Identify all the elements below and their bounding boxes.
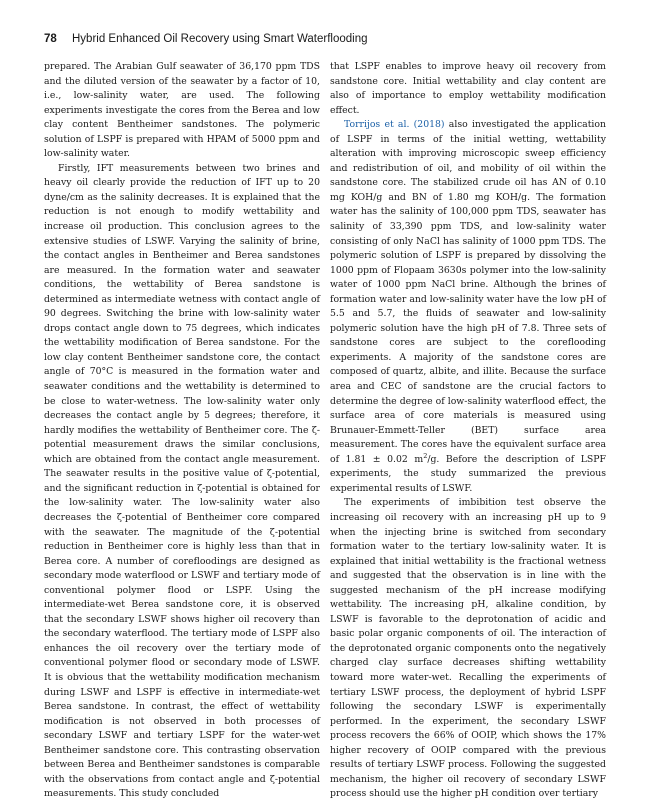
right-column — [330, 60, 606, 802]
superscript: 2 — [423, 451, 428, 460]
running-title: Hybrid Enhanced Oil Recovery using Smart Waterflooding — [72, 33, 368, 45]
paragraph: Firstly, IFT measurements between two brines and heavy oil clearly provide the reduction of IFT up to 20 dyne/cm as the salinity decreases. It is explained that the reduction is not enough to modify wettability and increase oil production. This conclusion agrees to the extensive studies of LSWF. Varying the salinity of brine, the contact angles in Bentheimer and Berea sandstones are measured. In the formation water and seawater conditions, the wettability of Berea sandstone is determined as intermediate wetness with contact angle of 90 degrees. Switching the brine with low-salinity water drops contact angle down to 75 degrees, which indicates the wettability modification of Berea sandstone. For the low clay content Bentheimer sandstone core, the contact angle of 70°C is measured in the formation water and seawater conditions and the wettability is determined to be close to water-wetness. The low-salinity water only decreases the contact angle by 5 degrees; therefore, it hardly modifies the wettability of Bentheimer core. The ζ-potential measurement draws the similar conclusions, which are obtained from the contact angle measurement. The seawater results in the positive value of ζ-potential, and the significant reduction in ζ-potential is obtained for the low-salinity water. The low-salinity water also decreases the ζ-potential of Bentheimer core compared with the seawater. The magnitude of the ζ-potential reduction in Bentheimer core is highly less than that in Berea core. A number of corefloodings are designed as secondary mode waterflood or LSWF and tertiary mode of conventional polymer flood or LSPF. Using the intermediate-wet Berea sandstone core, it is observed that the secondary LSWF shows higher oil recovery than the secondary waterflood. The tertiary mode of LSPF also enhances the oil recovery over the tertiary mode of conventional polymer flood or secondary mode of LSWF. It is obvious that the wettability modification mechanism during LSWF and LSPF is effective in intermediate-wet Berea sandstone. In contrast, the effect of wettability modification is not observed in both processes of secondary LSWF and tertiary LSPF for the water-wet Bentheimer sandstone core. This contrasting observation between Berea and Bentheimer sandstones is comparable with the observations from contact angle and ζ-potential measurements. This study concluded — [44, 162, 320, 800]
left-column — [44, 60, 320, 802]
paragraph: that LSPF enables to improve heavy oil recovery from sandstone core. Initial wettability and clay content are also of importance to employ wettability modification effect. — [330, 61, 606, 116]
paragraph: The experiments of imbibition test observe the increasing oil recovery with an increasing pH up to 9 when the injecting brine is switched from secondary formation water to the tertiary low-salinity water. It is explained that initial wettability is the fractional wetness and suggested that the observation is in line with the suggested mechanism of the pH increase modifying wettability. The increasing pH, alkaline condition, by LSWF is favorable to the deprotonation of acidic and basic polar organic components of oil. The interaction of the deprotonated organic components onto the negatively charged clay surface decreases shifting wettability toward more water-wet. Recalling the experiments of tertiary LSWF process, the deployment of hybrid LSPF following the secondary LSWF is experimentally performed. In the experiment, the secondary LSWF process recovers the 66% of OOIP, which shows the 17% higher recovery of OOIP compared with the previous results of tertiary LSWF process. Following the suggested mechanism, the higher oil recovery of secondary LSWF process should use the higher pH condition over tertiary — [330, 497, 606, 800]
page-number: 78 — [44, 33, 57, 45]
paragraph — [330, 118, 606, 496]
paragraph-text: /g. Before the description of LSPF experiments, the study summarized the previous experimental results of LSWF. — [330, 453, 606, 494]
paragraph-text: also investigated the application of LSPF in terms of the initial wetting, wettability alteration with improving microscopic sweep efficiency and redistribution of oil, and mobility of oil within the sandstone core. The stabilized crude oil has AN of 0.10 mg KOH/g and BN of 1.80 mg KOH/g. The formation water has the salinity of 100,000 ppm TDS, seawater has salinity of 33,390 ppm TDS, and low-salinity water consisting of only NaCl has salinity of 1000 ppm TDS. The polymeric solution of LSPF is prepared by dissolving the 1000 ppm of Flopaam 3630s polymer into the low-salinity water of 1000 ppm NaCl brine. Although the brines of formation water and low-salinity water have the low pH of 5.5 and 5.7, the fluids of seawater and low-salinity polymeric solution have the high pH of 7.8. Three sets of sandstone cores are subject to the coreflooding experiments. A majority of the sandstone cores are composed of quartz, albite, and illite. Because the surface area and CEC of sandstone are the crucial factors to determine the degree of low-salinity waterflood effect, the surface area of core materials is measured using Brunauer-Emmett-Teller (BET) surface area measurement. The cores have the equivalent surface area of 1.81 ± 0.02 m — [330, 119, 606, 465]
running-header — [44, 33, 604, 49]
citation-link[interactable]: Torrijos et al. (2018) — [344, 119, 445, 131]
paragraph: prepared. The Arabian Gulf seawater of 36,170 ppm TDS and the diluted version of the seawater by a factor of 10, i.e., low-salinity water, are used. The following experiments investigate the cores from the Berea and low clay content Bentheimer sandstones. The polymeric solution of LSPF is prepared with HPAM of 5000 ppm and low-salinity water. — [44, 61, 320, 160]
